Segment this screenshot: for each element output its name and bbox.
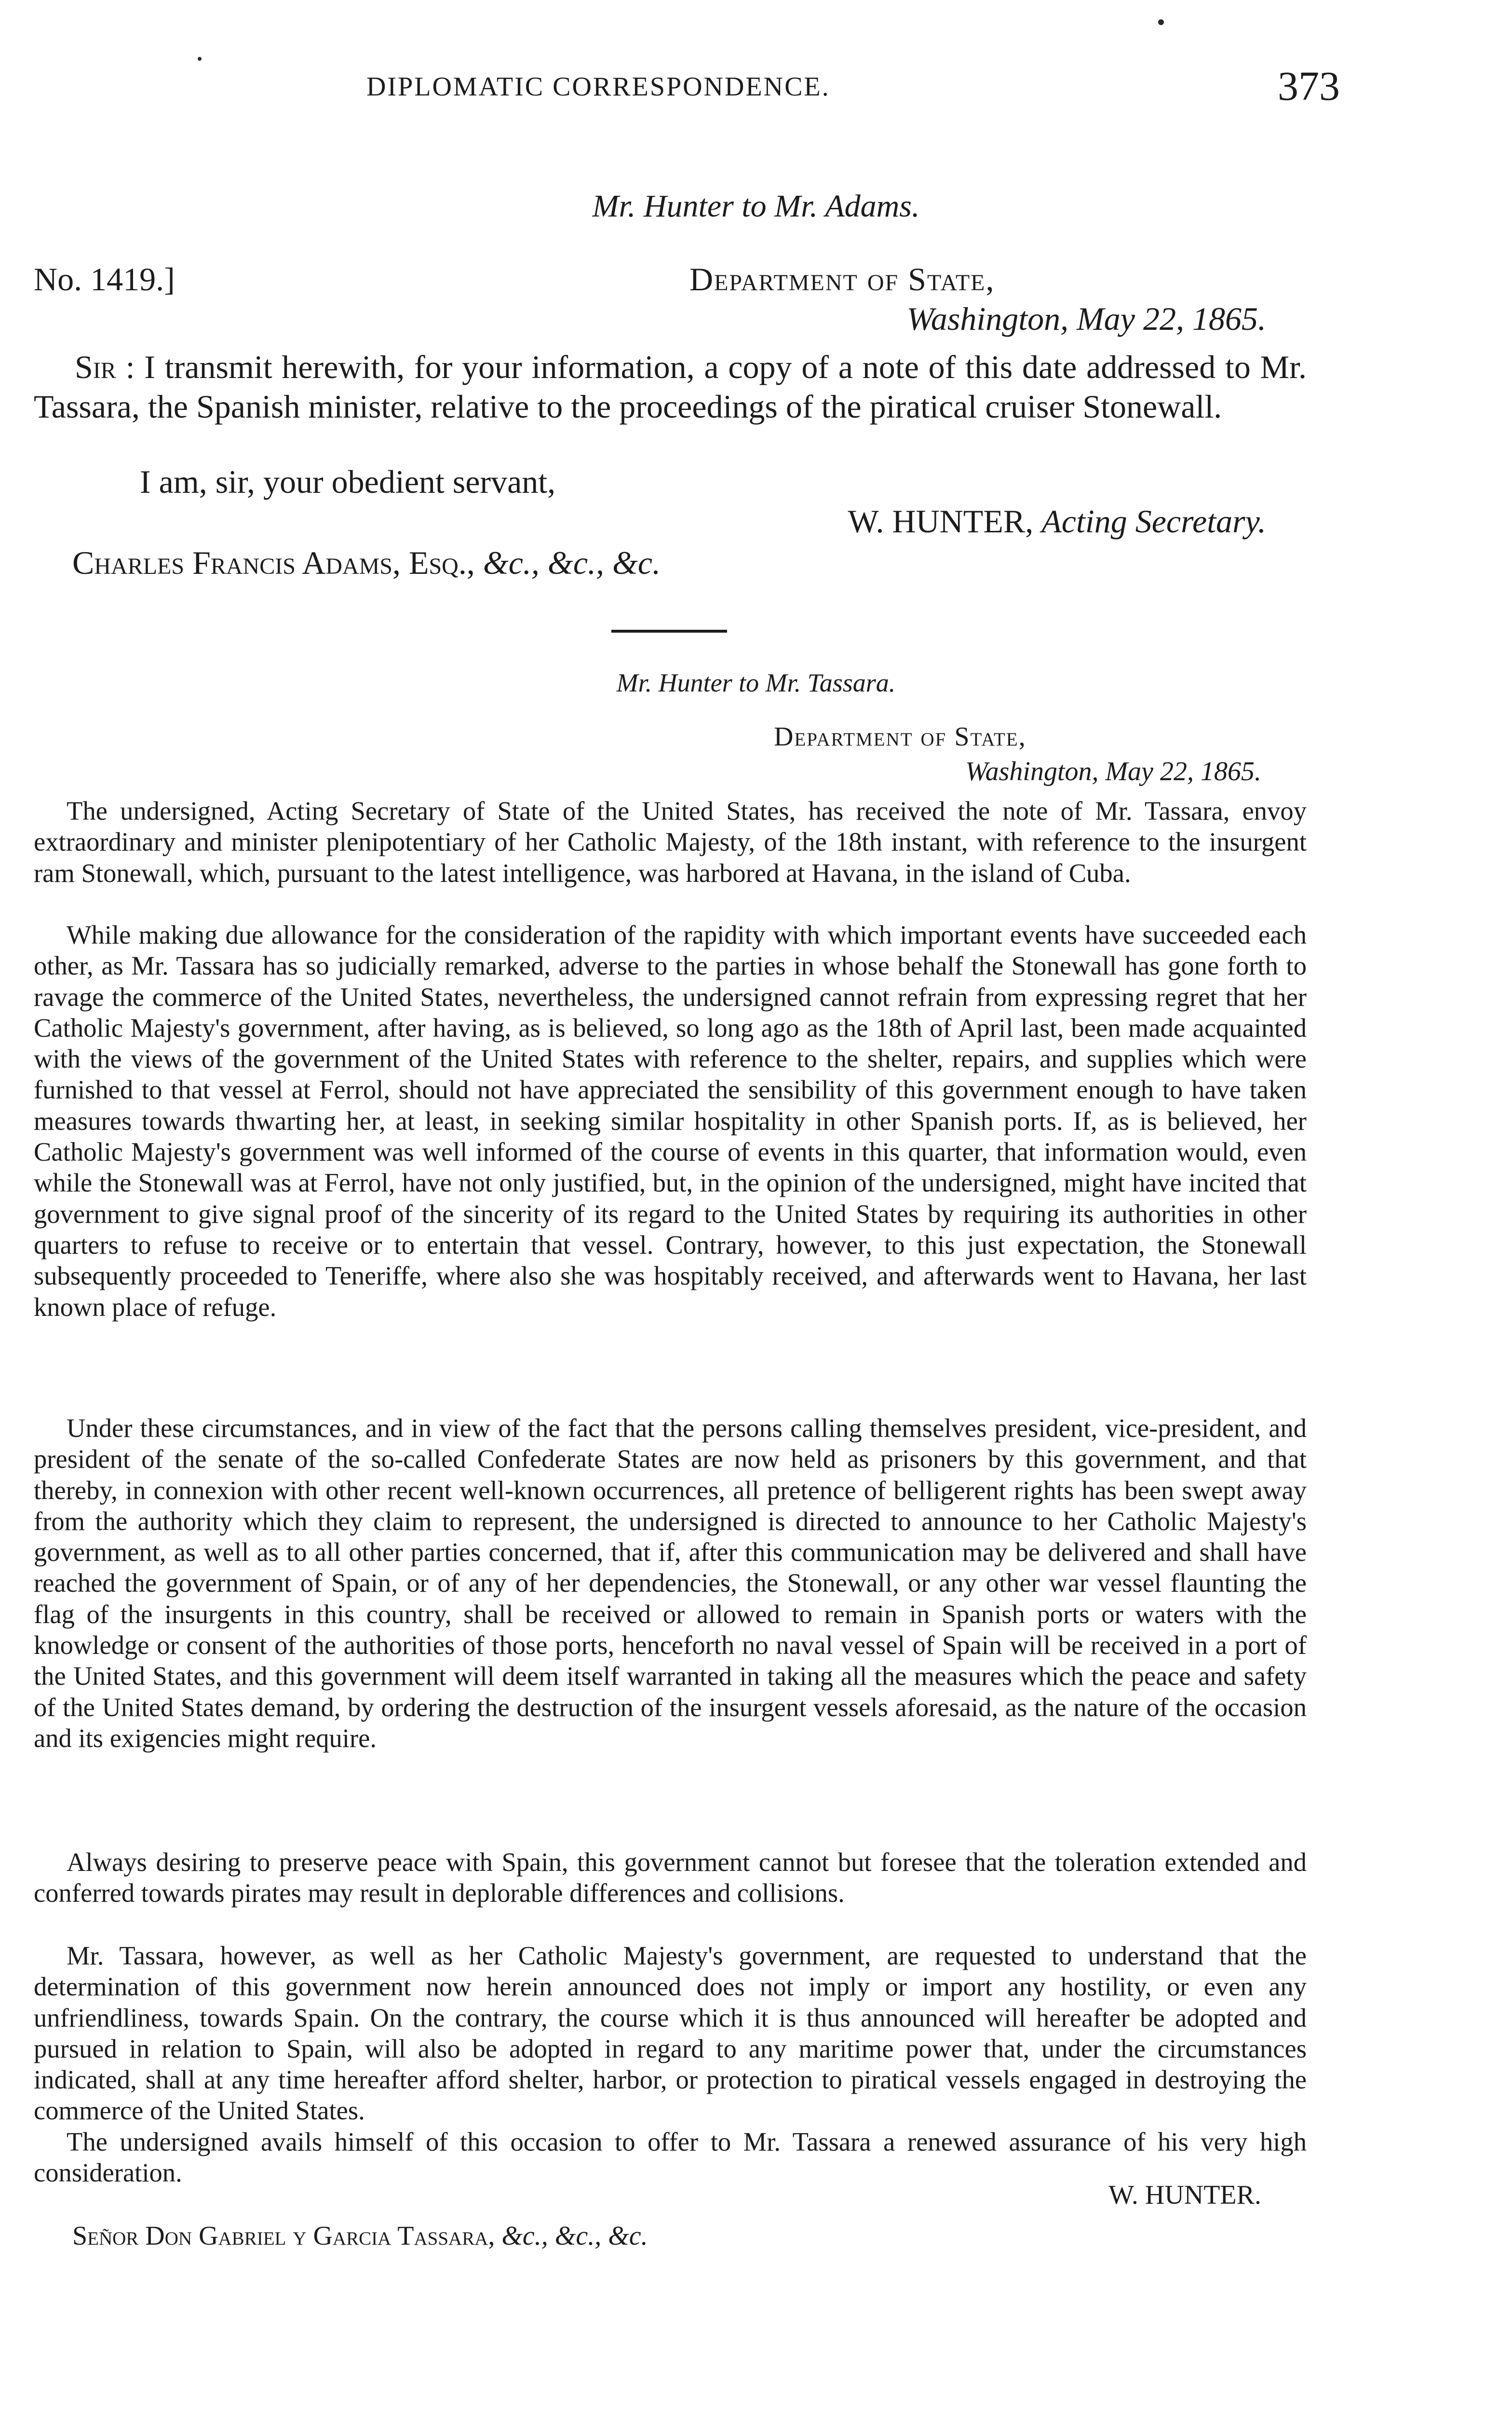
running-title: DIPLOMATIC CORRESPONDENCE. [366,72,830,102]
page-number: 373 [1278,63,1340,109]
letter2-paragraph: The undersigned, Acting Secretary of State of the United States, has received the note of Mr. Tassara, envoy extraordinary and minister plenipotentiary of her Catholic Majesty, of the 18th instant, with reference to the insurgent ram Stonewall, which, pursuant to the latest intelligence, was harbored at Havana, in the island of Cuba. [34,796,1307,888]
print-speck [1158,19,1164,25]
letter1-body-text: I transmit herewith, for your information, a copy of a note of this date addressed to Mr. Tassara, the Spanish minister, relative to the proceedings of the piratical cruiser Stonewall. [34,349,1307,425]
letter1-addressee-etc: &c., &c., &c. [483,544,661,581]
letter2-paragraph: The undersigned avails himself of this occasion to offer to Mr. Tassara a renewed assurance of his very high consideration. [34,2127,1307,2188]
print-speck [198,57,202,61]
letter2-department: Department of State, [774,722,1026,752]
letter1-signature-name: W. HUNTER, [848,503,1034,540]
letter1-closing: I am, sir, your obedient servant, [140,463,556,500]
letter1-addressee [72,544,661,582]
letter2-paragraph: Always desiring to preserve peace with Spain, this government cannot but foresee that the toleration extended and conferred towards pirates may result in deplorable differences and collisions. [34,1847,1307,1908]
letter2-addressee [72,2221,648,2251]
separator-rule [611,630,727,633]
letter1-department: Department of State, [689,261,995,298]
letter2-signature: W. HUNTER. [1108,2180,1261,2210]
letter1-heading: Mr. Hunter to Mr. Adams. [592,189,920,224]
letter2-paragraph: While making due allowance for the consideration of the rapidity with which important events have succeeded each other, as Mr. Tassara has so judicially remarked, adverse to the parties in whose behalf the Stonewall has gone forth to ravage the commerce of the United States, nevertheless, the undersigned cannot refrain from expressing regret that her Catholic Majesty's government, after having, as is believed, so long ago as the 18th of April last, been made acquainted with the views of the government of the United States with reference to the shelter, repairs, and supplies which were furnished to that vessel at Ferrol, should not have appreciated the sensibility of this government enough to have taken measures towards thwarting her, at least, in seeking similar hospitality in other Spanish ports. If, as is believed, her Catholic Majesty's government was well informed of the course of events in this quarter, that information would, even while the Stonewall was at Ferrol, have not only justified, but, in the opinion of the undersigned, might have incited that government to give signal proof of the sincerity of its regard to the United States by requiring its authorities in other quarters to refuse to receive or to entertain that vessel. Contrary, however, to this just expectation, the Stonewall subsequently proceeded to Teneriffe, where also she was hospitably received, and afterwards went to Havana, her last known place of refuge. [34,920,1307,1322]
letter1-salutation: Sir : [75,349,135,385]
letter1-addressee-name: Charles Francis Adams, Esq., [72,544,475,581]
letter1-number: No. 1419.] [34,261,175,298]
letter1-place-date: Washington, May 22, 1865. [906,300,1266,337]
letter2-paragraph: Mr. Tassara, however, as well as her Catholic Majesty's government, are requested to understand that the determination of this government now herein announced does not imply or import any hostility, or even any unfriendliness, towards Spain. On the contrary, the course which it is thus announced will hereafter be adopted and pursued in relation to Spain, will also be adopted in regard to any maritime power that, under the circumstances indicated, shall at any time hereafter afford shelter, harbor, or protection to piratical vessels engaged in destroying the commerce of the United States. [34,1941,1307,2126]
letter2-place-date: Washington, May 22, 1865. [965,757,1261,786]
letter2-addressee-name: Señor Don Gabriel y Garcia Tassara, [72,2221,495,2251]
letter2-paragraph: Under these circumstances, and in view of the fact that the persons calling themselves president, vice-president, and president of the senate of the so-called Confederate States are now held as prisoners by this government, and that thereby, in connexion with other recent well-known occurrences, all pretence of belligerent rights has been swept away from the authority which they claim to represent, the undersigned is directed to announce to her Catholic Majesty's government, as well as to all other parties concerned, that if, after this communication may be delivered and shall have reached the government of Spain, or of any of her dependencies, the Stonewall, or any other war vessel flaunting the flag of the insurgents in this country, shall be received or allowed to remain in Spanish ports or waters with the knowledge or consent of the authorities of those ports, henceforth no naval vessel of Spain will be received in a port of the United States, and this government will deem itself warranted in taking all the measures which the peace and safety of the United States demand, by ordering the destruction of the insurgent vessels aforesaid, as the nature of the occasion and its exigencies might require. [34,1413,1307,1753]
letter1-signature-title: Acting Secretary. [1041,503,1266,540]
letter2-heading: Mr. Hunter to Mr. Tassara. [616,668,896,697]
letter1-signature [848,502,1266,541]
letter2-addressee-etc: &c., &c., &c. [501,2221,648,2251]
letter1-body [34,347,1307,426]
